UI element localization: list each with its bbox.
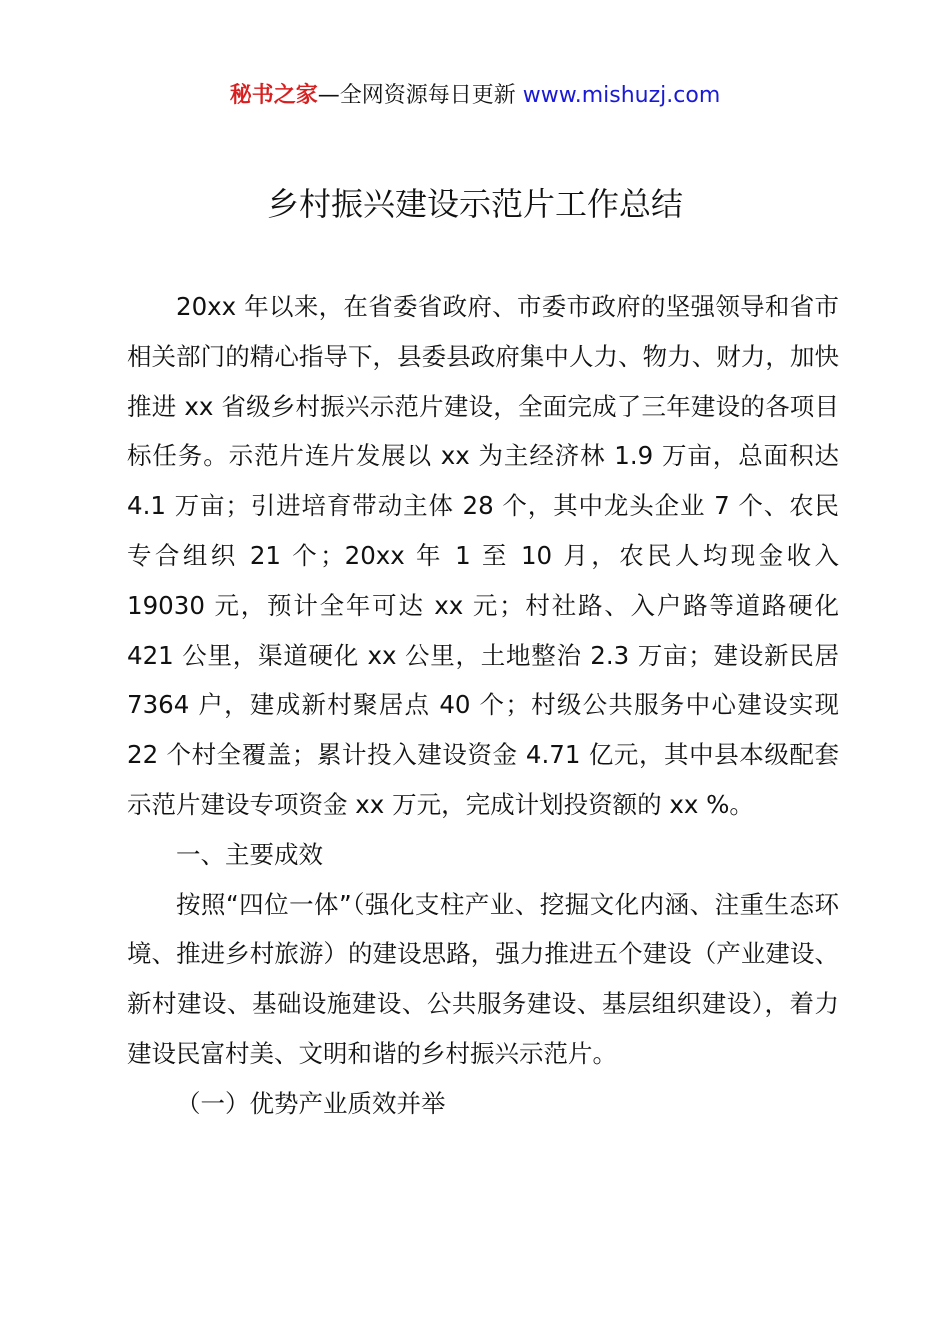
site-url-link[interactable]: www.mishuzj.com xyxy=(522,83,721,108)
brand-name: 秘书之家 xyxy=(229,83,318,108)
document-title: 乡村振兴建设示范片工作总结 xyxy=(266,185,683,223)
section-paragraph: 按照“四位一体”（强化支柱产业、挖掘文化内涵、注重生态环境、推进乡村旅游）的建设思路，强力推进五个建设（产业建设、新村建设、基础设施建设、公共服务建设、基层组织建设），着力建设民富村美、文明和谐的乡村振兴示范片。 xyxy=(127,889,839,1068)
document-body xyxy=(127,282,839,1129)
site-header xyxy=(0,80,950,112)
section-heading: 一、主要成效 xyxy=(176,839,323,869)
subsection-heading: （一）优势产业质效并举 xyxy=(176,1088,446,1118)
header-slogan: —全网资源每日更新 xyxy=(317,83,516,108)
intro-paragraph: 20xx 年以来，在省委省政府、市委市政府的坚强领导和省市相关部门的精心指导下，县委县政府集中人力、物力、财力，加快推进 xx 省级乡村振兴示范片建设，全面完成了三年建设的各项目标任务。示范片连片发展以 xx 为主经济林 1.9 万亩，总面积达 4.1 万亩；引进培育带动主体 28 个，其中龙头企业 7 个、农民专合组织 21 个；20xx 年 1 至 10 月，农民人均现金收入 19030 元，预计全年可达 xx 元；村社路、入户路等道路硬化 421 公里，渠道硬化 xx 公里，土地整治 2.3 万亩；建设新民居 7364 户，建成新村聚居点 40 个；村级公共服务中心建设实现 22 个村全覆盖；累计投入建设资金 4.71 亿元，其中县本级配套示范片建设专项资金 xx 万元，完成计划投资额的 xx %。 xyxy=(127,292,839,819)
